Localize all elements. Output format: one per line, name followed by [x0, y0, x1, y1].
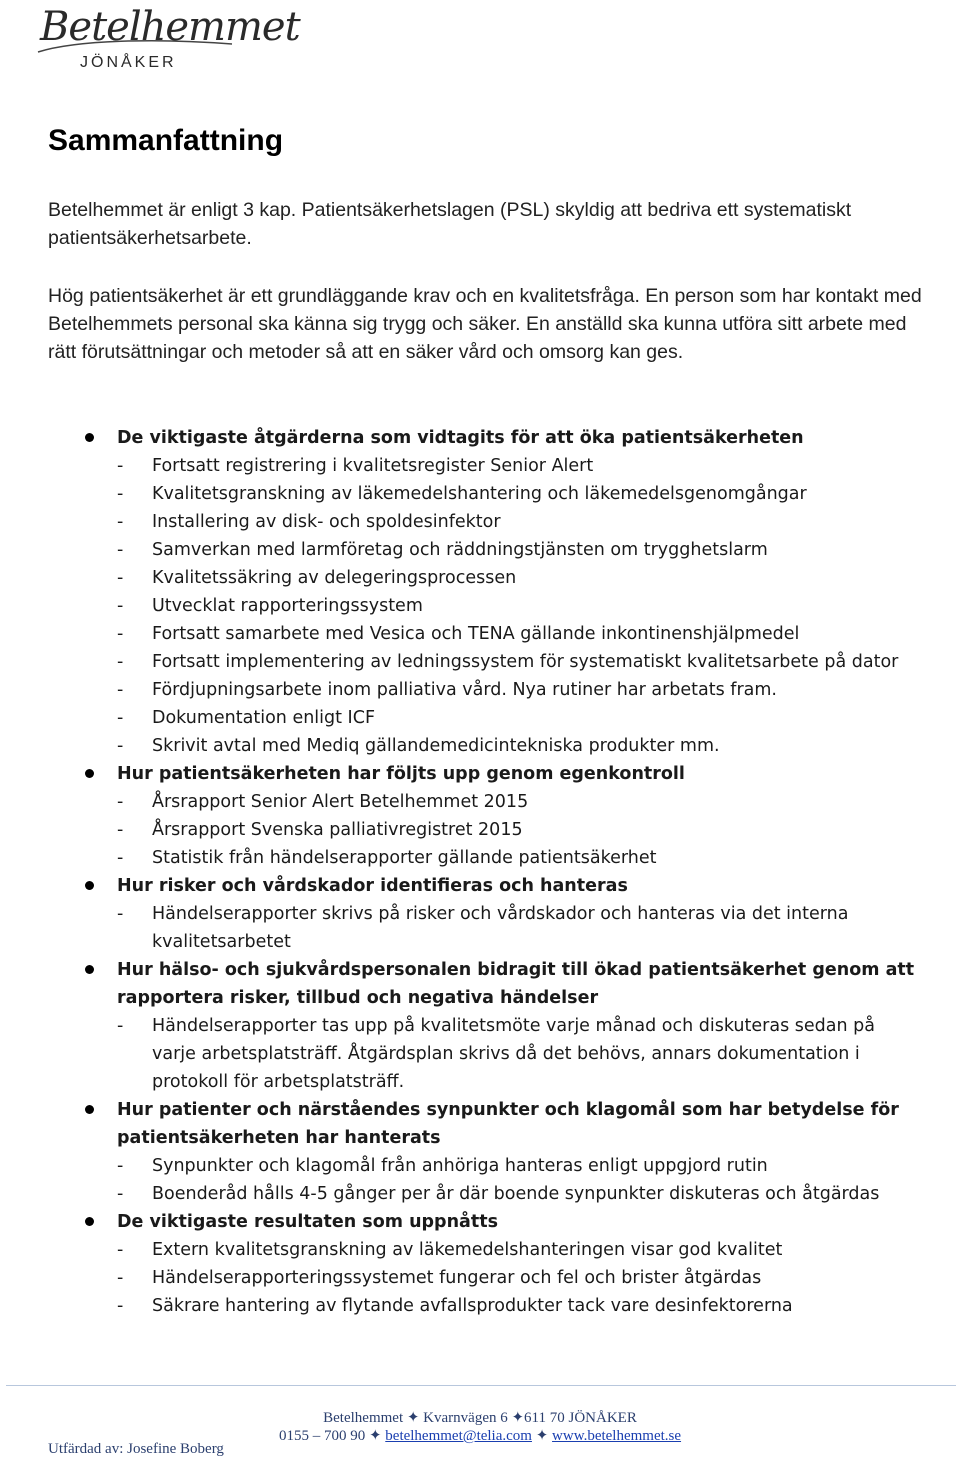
list-item-text: Synpunkter och klagomål från anhöriga hanteras enligt uppgjord rutin: [152, 1156, 768, 1176]
list-item-text: Händelserapporter tas upp på kvalitetsmöte varje månad och diskuteras sedan på varje arbetsplatsträff. Åtgärdsplan skrivs då det behövs, annars dokumentation i protokoll för arbetsplatsträff.: [152, 1016, 875, 1092]
intro-paragraph: Betelhemmet är enligt 3 kap. Patientsäkerhetslagen (PSL) skyldig att bedriva ett systematiskt patientsäkerhetsarbete.: [48, 199, 852, 249]
list-item-text: Händelserapporter skrivs på risker och vårdskador och hanteras via det interna kvalitetsarbetet: [152, 904, 849, 952]
logo-name: Betelhemmet: [40, 4, 300, 50]
list-item-text: Kvalitetssäkring av delegeringsprocessen: [152, 568, 517, 588]
dash-marker: -: [117, 1296, 124, 1316]
section-title: Hur patientsäkerheten har följts upp genom egenkontroll: [117, 764, 685, 784]
section-title: De viktigaste resultaten som uppnåtts: [117, 1212, 499, 1232]
section-title: De viktigaste åtgärderna som vidtagits för att öka patientsäkerheten: [117, 428, 804, 448]
list-item: [117, 480, 920, 508]
section-title: Hur patienter och närståendes synpunkter och klagomål som har betydelse för patientsäkerheten har hanterats: [117, 1100, 899, 1148]
dash-marker: -: [117, 652, 124, 672]
list-item: [117, 648, 920, 676]
bullet-icon: [85, 433, 94, 442]
footer-phone: 0155 – 700 90 ✦: [278, 1428, 382, 1444]
dash-marker: -: [117, 484, 124, 504]
list-item-text: Boenderåd hålls 4-5 gånger per år där boende synpunkter diskuteras och åtgärdas: [152, 1184, 880, 1204]
dash-marker: -: [117, 1240, 124, 1260]
footer-issued-by: Utfärdad av: Josefine Boberg: [48, 1441, 224, 1457]
dash-marker: -: [117, 1184, 124, 1204]
list-item: [117, 1264, 920, 1292]
section: [0, 956, 960, 1096]
dash-marker: -: [117, 680, 124, 700]
dash-marker: -: [117, 1016, 124, 1036]
list-item: [117, 564, 920, 592]
list-item-text: Årsrapport Senior Alert Betelhemmet 2015: [152, 792, 529, 812]
bullet-icon: [85, 1217, 94, 1226]
section: [0, 1208, 960, 1320]
footer-divider: [6, 1385, 956, 1386]
summary-sections: [0, 424, 960, 1320]
section: [0, 760, 960, 872]
bullet-icon: [85, 769, 94, 778]
dash-marker: -: [117, 540, 124, 560]
list-item-text: Installering av disk- och spoldesinfektor: [152, 512, 501, 532]
footer-web-link[interactable]: www.betelhemmet.se: [552, 1428, 682, 1444]
page-title: Sammanfattning: [48, 124, 284, 157]
list-item-text: Samverkan med larmföretag och räddningstjänsten om trygghetslarm: [152, 540, 768, 560]
dash-marker: -: [117, 736, 124, 756]
dash-marker: -: [117, 596, 124, 616]
dash-marker: -: [117, 568, 124, 588]
section: [0, 424, 960, 760]
list-item-text: Utvecklat rapporteringssystem: [152, 596, 423, 616]
footer-separator: ✦: [535, 1428, 549, 1444]
section: [0, 872, 960, 956]
logo-place: JÖNÅKER: [80, 54, 177, 71]
list-item-text: Fördjupningsarbete inom palliativa vård. Nya rutiner har arbetats fram.: [152, 680, 777, 700]
dash-marker: -: [117, 848, 124, 868]
description-paragraph: Hög patientsäkerhet är ett grundläggande krav och en kvalitetsfråga. En person som har kontakt med Betelhemmets personal ska känna sig trygg och säker. En anställd ska kunna utföra sitt arbete med rätt förutsättningar och metoder så att en säker vård och omsorg kan ges.: [48, 285, 922, 363]
list-item: [117, 592, 920, 620]
list-item-text: Händelserapporteringssystemet fungerar och fel och brister åtgärdas: [152, 1268, 762, 1288]
list-item-text: Fortsatt registrering i kvalitetsregister Senior Alert: [152, 456, 594, 476]
bullet-icon: [85, 881, 94, 890]
footer-contact: [180, 1426, 780, 1445]
list-item: [117, 536, 920, 564]
footer-address: Betelhemmet ✦ Kvarnvägen 6 ✦611 70 JÖNÅKER: [323, 1410, 637, 1426]
list-item: [117, 1292, 920, 1320]
list-item: [117, 732, 920, 760]
section-title: Hur risker och vårdskador identifieras och hanteras: [117, 876, 628, 896]
list-item: [117, 452, 920, 480]
dash-marker: -: [117, 1156, 124, 1176]
list-item: [117, 704, 920, 732]
list-item-text: Årsrapport Svenska palliativregistret 2015: [152, 820, 523, 840]
list-item-text: Fortsatt samarbete med Vesica och TENA gällande inkontinenshjälpmedel: [152, 624, 800, 644]
list-item: [117, 1152, 920, 1180]
list-item-text: Extern kvalitetsgranskning av läkemedelshanteringen visar god kvalitet: [152, 1240, 783, 1260]
list-item: [117, 844, 920, 872]
list-item: [117, 816, 920, 844]
list-item: [117, 788, 920, 816]
list-item: [117, 620, 920, 648]
bullet-icon: [85, 1105, 94, 1114]
dash-marker: -: [117, 1268, 124, 1288]
list-item-text: Statistik från händelserapporter gällande patientsäkerhet: [152, 848, 657, 868]
list-item: [117, 900, 920, 956]
dash-marker: -: [117, 456, 124, 476]
dash-marker: -: [117, 792, 124, 812]
list-item: [117, 676, 920, 704]
footer-email-link[interactable]: betelhemmet@telia.com: [385, 1428, 532, 1444]
section-title: Hur hälso- och sjukvårdspersonalen bidragit till ökad patientsäkerhet genom att rapportera risker, tillbud och negativa händelser: [117, 960, 915, 1008]
dash-marker: -: [117, 624, 124, 644]
section: [0, 1096, 960, 1208]
list-item: [117, 508, 920, 536]
list-item-text: Skrivit avtal med Mediq gällandemedicintekniska produkter mm.: [152, 736, 720, 756]
dash-marker: -: [117, 820, 124, 840]
list-item-text: Dokumentation enligt ICF: [152, 708, 376, 728]
dash-marker: -: [117, 512, 124, 532]
list-item: [117, 1012, 920, 1096]
list-item: [117, 1236, 920, 1264]
list-item-text: Säkrare hantering av flytande avfallsprodukter tack vare desinfektorerna: [152, 1296, 793, 1316]
dash-marker: -: [117, 708, 124, 728]
dash-marker: -: [117, 904, 124, 924]
list-item-text: Kvalitetsgranskning av läkemedelshantering och läkemedelsgenomgångar: [152, 484, 807, 504]
logo: [36, 4, 300, 74]
bullet-icon: [85, 965, 94, 974]
list-item-text: Fortsatt implementering av ledningssystem för systematiskt kvalitetsarbete på dator: [152, 652, 899, 672]
list-item: [117, 1180, 920, 1208]
